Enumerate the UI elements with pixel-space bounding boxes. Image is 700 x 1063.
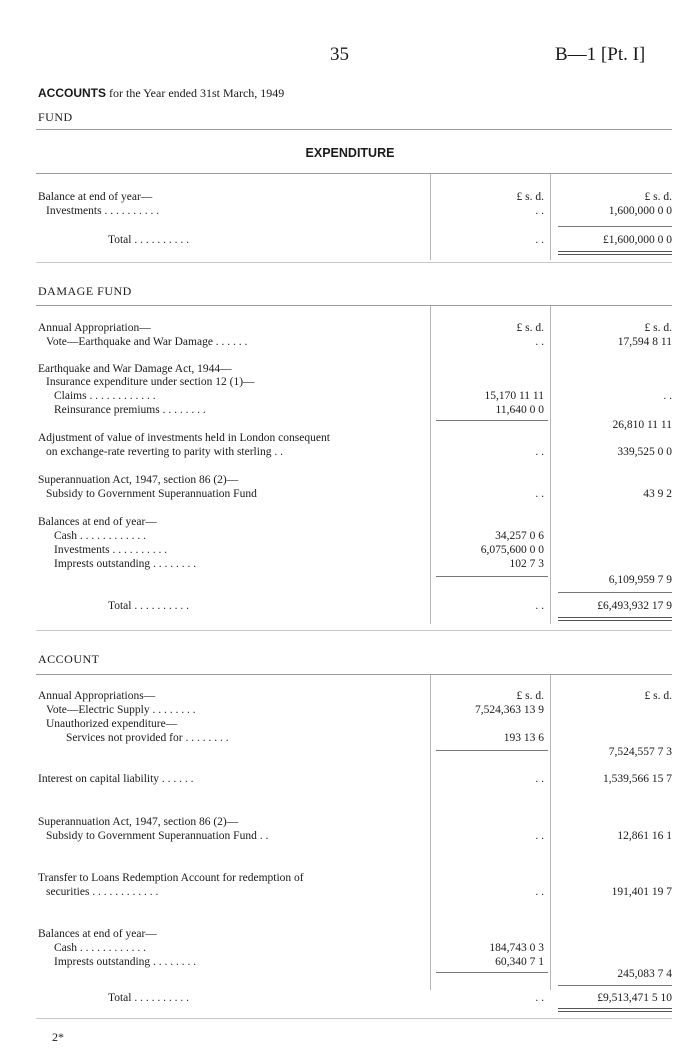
account-row-label: Transfer to Loans Redemption Account for redemption of [38, 872, 304, 884]
damage-row-col1: . . [535, 336, 544, 348]
account-appropriations-subtotal: 7,524,557 7 3 [608, 746, 672, 758]
page-number: 35 [330, 44, 349, 65]
damage-row-col2: 43 9 2 [643, 488, 672, 500]
account-row-label: Subsidy to Government Superannuation Fund . . [46, 830, 269, 842]
subtotal-rule [436, 420, 548, 421]
subtotal-rule [558, 985, 672, 986]
damage-row-label: Imprests outstanding . . . . . . . . [54, 558, 197, 570]
account-row-col2: £ s. d. [644, 690, 672, 702]
damage-row-col1: . . [535, 446, 544, 458]
signature-mark: 2* [52, 1030, 64, 1044]
column-rule [550, 675, 551, 990]
account-row-label: Annual Appropriations— [38, 690, 156, 702]
divider [36, 305, 672, 306]
account-row-col1: . . [535, 773, 544, 785]
damage-row-label: Vote—Earthquake and War Damage . . . . . . [46, 336, 248, 348]
account-row-col1: 7,524,363 13 9 [475, 704, 544, 716]
damage-row-label: on exchange-rate reverting to parity with sterling . . [46, 446, 283, 458]
account-balances-subtotal: 245,083 7 4 [617, 968, 672, 980]
subtotal-rule [558, 226, 672, 227]
damage-subtotal: 26,810 11 11 [612, 419, 672, 431]
divider [36, 674, 672, 675]
account-row-col1: . . [535, 830, 544, 842]
damage-row-col1: 6,075,600 0 0 [480, 544, 544, 556]
account-row-label: securities . . . . . . . . . . . . [46, 886, 159, 898]
accounts-title [38, 86, 284, 101]
fund-section-title: FUND [38, 110, 73, 124]
account-row-col2: 191,401 19 7 [611, 886, 672, 898]
damage-row-col1: £ s. d. [516, 322, 544, 334]
accounts-title-rest: for the Year ended 31st March, 1949 [106, 86, 285, 100]
damage-fund-title: DAMAGE FUND [38, 284, 132, 298]
expenditure-heading: EXPENDITURE [305, 146, 395, 160]
damage-row-col1: 15,170 11 11 [484, 390, 544, 402]
damage-row-label: Earthquake and War Damage Act, 1944— [38, 363, 232, 375]
damage-row-label: Insurance expenditure under section 12 (1)— [46, 376, 255, 388]
damage-row-col2: . . [663, 390, 672, 402]
column-rule [550, 174, 551, 260]
account-row-label: Vote—Electric Supply . . . . . . . . [46, 704, 196, 716]
account-row-col1: 193 13 6 [503, 732, 544, 744]
fund-row-label: Investments . . . . . . . . . . [46, 205, 160, 217]
account-row-col1: £ s. d. [516, 690, 544, 702]
column-rule [430, 174, 431, 260]
fund-row-col1: £ s. d. [516, 191, 544, 203]
damage-row-label: Investments . . . . . . . . . . [54, 544, 168, 556]
account-row-label: Imprests outstanding . . . . . . . . [54, 956, 197, 968]
account-total-value: £9,513,471 5 10 [597, 992, 672, 1004]
damage-row-col1: 11,640 0 0 [495, 404, 544, 416]
account-row-col1: 60,340 7 1 [495, 956, 544, 968]
total-double-rule [558, 251, 672, 255]
damage-total-value: £6,493,932 17 9 [597, 600, 672, 612]
account-row-col2: 1,539,566 15 7 [603, 773, 672, 785]
damage-row-label: Cash . . . . . . . . . . . . [54, 530, 146, 542]
account-section-title: ACCOUNT [38, 652, 100, 666]
damage-balances-subtotal: 6,109,959 7 9 [608, 574, 672, 586]
column-rule [430, 306, 431, 624]
subtotal-rule [436, 576, 548, 577]
damage-row-col1: 102 7 3 [509, 558, 544, 570]
damage-row-col2: £ s. d. [644, 322, 672, 334]
fund-row-label: Balance at end of year— [38, 191, 153, 203]
account-row-col1: . . [535, 992, 544, 1004]
fund-row-col2: 1,600,000 0 0 [608, 205, 672, 217]
document-reference: B—1 [Pt. I] [555, 44, 646, 65]
damage-row-col2: 17,594 8 11 [617, 336, 672, 348]
divider [36, 129, 672, 130]
fund-row-col1: . . [535, 205, 544, 217]
damage-row-label: Claims . . . . . . . . . . . . [54, 390, 156, 402]
account-row-col2: 12,861 16 1 [617, 830, 672, 842]
damage-row-label: Adjustment of value of investments held in London consequent [38, 432, 330, 444]
account-row-label: Superannuation Act, 1947, section 86 (2)— [38, 816, 239, 828]
fund-total-label: Total . . . . . . . . . . [108, 234, 189, 246]
account-row-label: Cash . . . . . . . . . . . . [54, 942, 146, 954]
damage-row-label: Reinsurance premiums . . . . . . . . [54, 404, 206, 416]
column-rule [550, 306, 551, 624]
account-row-col1: 184,743 0 3 [489, 942, 544, 954]
damage-row-label: Annual Appropriation— [38, 322, 151, 334]
fund-total-value: £1,600,000 0 0 [603, 234, 672, 246]
account-total-label: Total . . . . . . . . . . [108, 992, 189, 1004]
account-row-label: Services not provided for . . . . . . . . [66, 732, 229, 744]
account-row-label: Interest on capital liability . . . . . . [38, 773, 194, 785]
accounts-title-lead: ACCOUNTS [38, 86, 106, 100]
subtotal-rule [558, 592, 672, 593]
account-row-col1: . . [535, 886, 544, 898]
divider [36, 262, 672, 263]
damage-row-col1: . . [535, 600, 544, 612]
subtotal-rule [436, 750, 548, 751]
damage-row-label: Superannuation Act, 1947, section 86 (2)— [38, 474, 239, 486]
damage-row-col1: 34,257 0 6 [495, 530, 544, 542]
damage-row-col1: . . [535, 488, 544, 500]
fund-row-col2: £ s. d. [644, 191, 672, 203]
subtotal-rule [436, 972, 548, 973]
damage-row-label: Subsidy to Government Superannuation Fund [46, 488, 257, 500]
damage-total-label: Total . . . . . . . . . . [108, 600, 189, 612]
damage-row-col2: 339,525 0 0 [617, 446, 672, 458]
divider [36, 630, 672, 631]
account-row-label: Unauthorized expenditure— [46, 718, 178, 730]
damage-row-label: Balances at end of year— [38, 516, 157, 528]
divider [36, 1018, 672, 1019]
total-double-rule [558, 1008, 672, 1012]
total-double-rule [558, 617, 672, 621]
fund-row-col1: . . [535, 234, 544, 246]
divider [36, 173, 672, 174]
account-row-label: Balances at end of year— [38, 928, 157, 940]
